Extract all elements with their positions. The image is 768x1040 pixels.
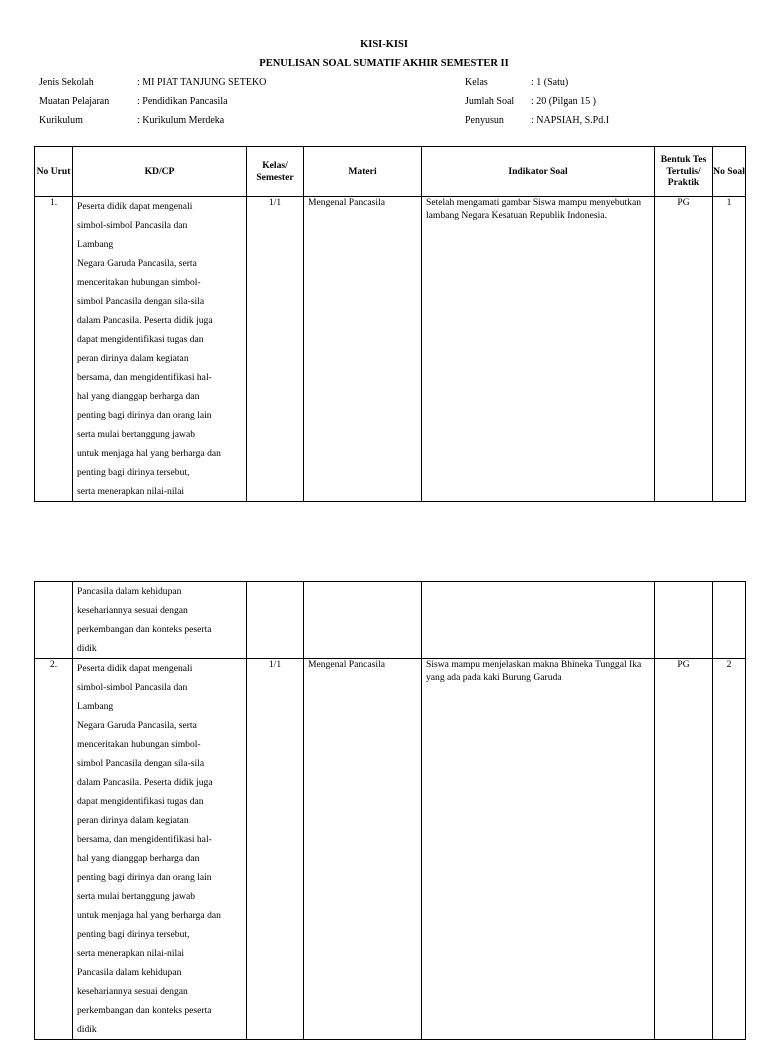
kdcp-line: bersama, dan mengidentifikasi hal- [77, 834, 212, 845]
header-no-soal: No Soal [713, 147, 746, 197]
cont-materi [304, 582, 422, 659]
kdcp-line: serta mulai bertanggung jawab [77, 429, 196, 440]
row-number: 1. [35, 197, 73, 502]
kdcp-line: simbol Pancasila dengan sila-sila [77, 296, 205, 307]
kdcp-line: menceritakan hubungan simbol- [77, 277, 201, 288]
row-no-soal: 1 [713, 197, 746, 502]
kdcp-line: peran dirinya dalam kegiatan [77, 353, 189, 364]
kdcp-line: menceritakan hubungan simbol- [77, 739, 201, 750]
info-value-penyusun: : NAPSIAH, S.Pd.I [531, 115, 610, 126]
info-label-kurikulum: Kurikulum [39, 115, 83, 126]
table-row [35, 197, 746, 502]
header-kelas-semester: Kelas/ Semester [247, 147, 304, 197]
kdcp-line: untuk menjaga hal yang berharga dan [77, 448, 221, 459]
kdcp-line: Lambang [77, 701, 114, 712]
row-kdcp [73, 197, 247, 502]
info-label-muatan: Muatan Pelajaran [39, 96, 110, 107]
row-no-soal: 2 [713, 659, 746, 1040]
kdcp-line: bersama, dan mengidentifikasi hal- [77, 372, 212, 383]
info-label-kelas: Kelas [465, 77, 488, 88]
cont-indikator [422, 582, 655, 659]
kdcp-line: kesehariannya sesuai dengan [77, 986, 188, 997]
kdcp-line: untuk menjaga hal yang berharga dan [77, 910, 221, 921]
kdcp-line: Pancasila dalam kehidupan [77, 967, 182, 978]
kdcp-line: dapat mengidentifikasi tugas dan [77, 796, 204, 807]
kdcp-line: dalam Pancasila. Peserta didik juga [77, 777, 213, 788]
header-bentuk-tes: Bentuk Tes Tertulis/ Praktik [655, 147, 713, 197]
kdcp-line: penting bagi dirinya dan orang lain [77, 410, 212, 421]
kdcp-line: penting bagi dirinya dan orang lain [77, 872, 212, 883]
info-value-jumlah-soal: : 20 (Pilgan 15 ) [531, 96, 596, 107]
row-indikator [422, 197, 655, 502]
row-materi [304, 197, 422, 502]
kdcp-line: penting bagi dirinya tersebut, [77, 929, 190, 940]
kdcp-line: hal yang dianggap berharga dan [77, 391, 200, 402]
row-number: 2. [35, 659, 73, 1040]
indikator-text: Setelah mengamati gambar Siswa mampu menyebutkan lambang Negara Kesatuan Republik Indonesia. [426, 197, 642, 221]
kdcp-line: serta menerapkan nilai-nilai [77, 948, 185, 959]
kdcp-line: serta mulai bertanggung jawab [77, 891, 196, 902]
row-bentuk: PG [655, 659, 713, 1040]
kdcp-line: dalam Pancasila. Peserta didik juga [77, 315, 213, 326]
info-value-jenis-sekolah: : MI PIAT TANJUNG SETEKO [137, 77, 267, 88]
info-label-penyusun: Penyusun [465, 115, 504, 126]
header-indikator-soal: Indikator Soal [422, 147, 655, 197]
kdcp-line: simbol Pancasila dengan sila-sila [77, 758, 205, 769]
kdcp-line: serta menerapkan nilai-nilai [77, 486, 185, 497]
info-label-jenis-sekolah: Jenis Sekolah [39, 77, 94, 88]
row-materi [304, 659, 422, 1040]
kdcp-text [73, 197, 246, 501]
table-row-continuation [35, 582, 746, 659]
cont-kdcp [73, 582, 247, 659]
materi-text: Mengenal Pancasila [308, 659, 385, 670]
cont-bentuk [655, 582, 713, 659]
info-value-kurikulum: : Kurikulum Merdeka [137, 115, 225, 126]
info-label-jumlah-soal: Jumlah Soal [465, 96, 515, 107]
table-header-row [35, 147, 746, 197]
table-row [35, 659, 746, 1040]
kdcp-line: Pancasila dalam kehidupan [77, 586, 182, 597]
kdcp-line: perkembangan dan konteks peserta [77, 1005, 212, 1016]
kdcp-line: peran dirinya dalam kegiatan [77, 815, 189, 826]
kdcp-line: penting bagi dirinya tersebut, [77, 467, 190, 478]
kdcp-line: didik [77, 643, 97, 654]
header-kdcp: KD/CP [73, 147, 247, 197]
document-subtitle: PENULISAN SOAL SUMATIF AKHIR SEMESTER II [259, 58, 509, 69]
row-indikator [422, 659, 655, 1040]
kdcp-line: Negara Garuda Pancasila, serta [77, 258, 197, 269]
kdcp-line: kesehariannya sesuai dengan [77, 605, 188, 616]
document-title: KISI-KISI [360, 39, 408, 50]
kisi-table-page-1 [34, 146, 746, 502]
materi-text: Mengenal Pancasila [308, 197, 385, 208]
kdcp-line: Lambang [77, 239, 114, 250]
kdcp-line: perkembangan dan konteks peserta [77, 624, 212, 635]
kdcp-text [73, 582, 246, 658]
kdcp-line: Peserta didik dapat mengenali [77, 201, 193, 212]
row-bentuk: PG [655, 197, 713, 502]
header-materi: Materi [304, 147, 422, 197]
indikator-text: Siswa mampu menjelaskan makna Bhineka Tunggal Ika yang ada pada kaki Burung Garuda [426, 659, 642, 683]
cont-number [35, 582, 73, 659]
kdcp-text [73, 659, 246, 1039]
info-value-muatan: : Pendidikan Pancasila [137, 96, 228, 107]
kdcp-line: Negara Garuda Pancasila, serta [77, 720, 197, 731]
header-no-urut: No Urut [35, 147, 73, 197]
kdcp-line: didik [77, 1024, 97, 1035]
kdcp-line: simbol-simbol Pancasila dan [77, 682, 188, 693]
kdcp-line: Peserta didik dapat mengenali [77, 663, 193, 674]
row-kelas: 1/1 [247, 659, 304, 1040]
kisi-table-page-2 [34, 581, 746, 1040]
kdcp-line: hal yang dianggap berharga dan [77, 853, 200, 864]
cont-kelas [247, 582, 304, 659]
cont-no-soal [713, 582, 746, 659]
kdcp-line: simbol-simbol Pancasila dan [77, 220, 188, 231]
row-kelas: 1/1 [247, 197, 304, 502]
row-kdcp [73, 659, 247, 1040]
info-value-kelas: : 1 (Satu) [531, 77, 569, 88]
kdcp-line: dapat mengidentifikasi tugas dan [77, 334, 204, 345]
